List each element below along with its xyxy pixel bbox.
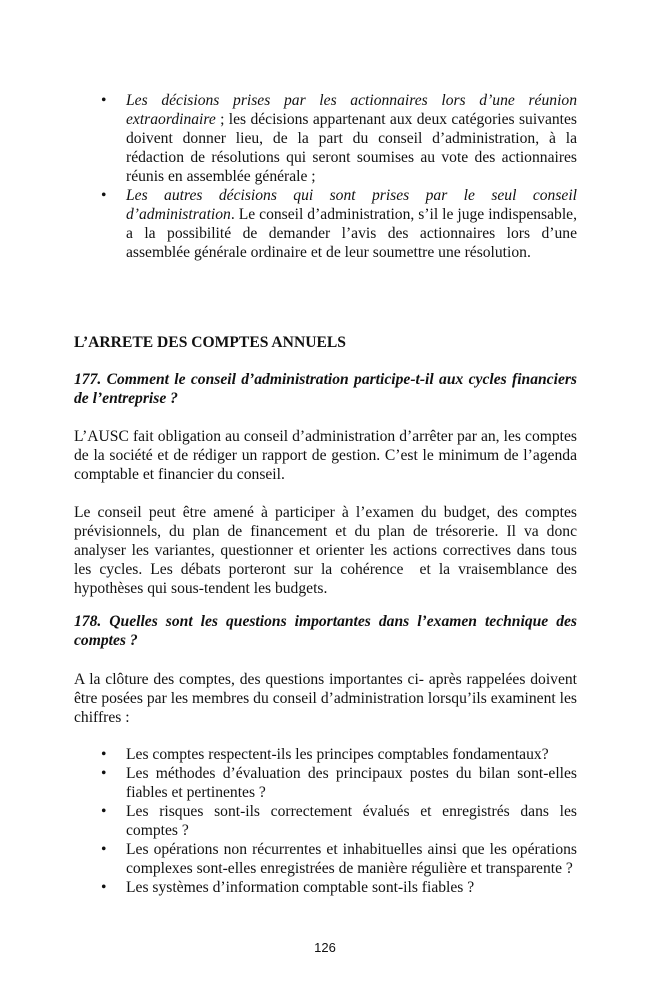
bullet: • xyxy=(101,765,107,782)
item-italic: Les décisions prises par les actionnaires lors d’une réunion extraordinaire xyxy=(126,92,577,128)
questions-list xyxy=(74,745,577,897)
item-text: Les risques sont-ils correctement évalués et enregistrés dans les comptes ? xyxy=(126,803,577,839)
list-item xyxy=(74,878,577,897)
question-177: 177. Comment le conseil d’administration participe-t-il aux cycles financiers de l’entreprise ? xyxy=(74,371,577,407)
bullet: • xyxy=(101,879,107,896)
list-item xyxy=(74,802,577,840)
section-heading: L’ARRETE DES COMPTES ANNUELS xyxy=(74,334,346,351)
item-text: . Le conseil d’administration, s’il le juge indispensable, a la possibilité de demander l’avis des actionnaires lors d’une assemblée générale ordinaire et de leur soumettre une résolution. xyxy=(126,206,577,261)
list-item xyxy=(74,840,577,878)
item-text: Les opérations non récurrentes et inhabituelles ainsi que les opérations complexes sont-elles enregistrées de manière régulière et transparente ? xyxy=(126,841,577,877)
decision-list xyxy=(74,91,577,262)
list-item xyxy=(74,745,577,764)
item-text: Les comptes respectent-ils les principes comptables fondamentaux? xyxy=(126,746,549,763)
list-item xyxy=(74,186,577,262)
bullet: • xyxy=(101,187,107,204)
bullet: • xyxy=(101,746,107,763)
paragraph-3: A la clôture des comptes, des questions importantes ci- après rappelées doivent être posées par les membres du conseil d’administration lorsqu’ils examinent les chiffres : xyxy=(74,671,577,726)
paragraph-2: Le conseil peut être amené à participer à l’examen du budget, des comptes prévisionnels, du plan de financement et du plan de trésorerie. Il va donc analyser les variantes, questionner et orienter les actions correctives dans tous les cycles. Les débats porteront sur la cohérence et la vraisemblance des hypothèses qui sous-tendent les budgets. xyxy=(74,504,581,597)
list-item xyxy=(74,764,577,802)
item-text: Les systèmes d’information comptable sont-ils fiables ? xyxy=(126,879,475,896)
item-italic: Les autres décisions qui sont prises par le seul conseil d’administration xyxy=(126,187,577,223)
bullet: • xyxy=(101,803,107,820)
item-text: ; les décisions appartenant aux deux catégories suivantes doivent donner lieu, de la part du conseil d’administration, à la rédaction de résolutions qui seront soumises au vote des actionnaires réunis en assemblée générale ; xyxy=(126,111,577,185)
paragraph-1: L’AUSC fait obligation au conseil d’administration d’arrêter par an, les comptes de la société et de rédiger un rapport de gestion. C’est le minimum de l’agenda comptable et financier du conseil. xyxy=(74,428,577,483)
bullet: • xyxy=(101,92,107,109)
list-item xyxy=(74,91,577,186)
item-text: Les méthodes d’évaluation des principaux postes du bilan sont-elles fiables et pertinentes ? xyxy=(126,765,577,801)
page-number: 126 xyxy=(314,940,336,955)
bullet: • xyxy=(101,841,107,858)
question-178: 178. Quelles sont les questions importantes dans l’examen technique des comptes ? xyxy=(74,613,577,649)
